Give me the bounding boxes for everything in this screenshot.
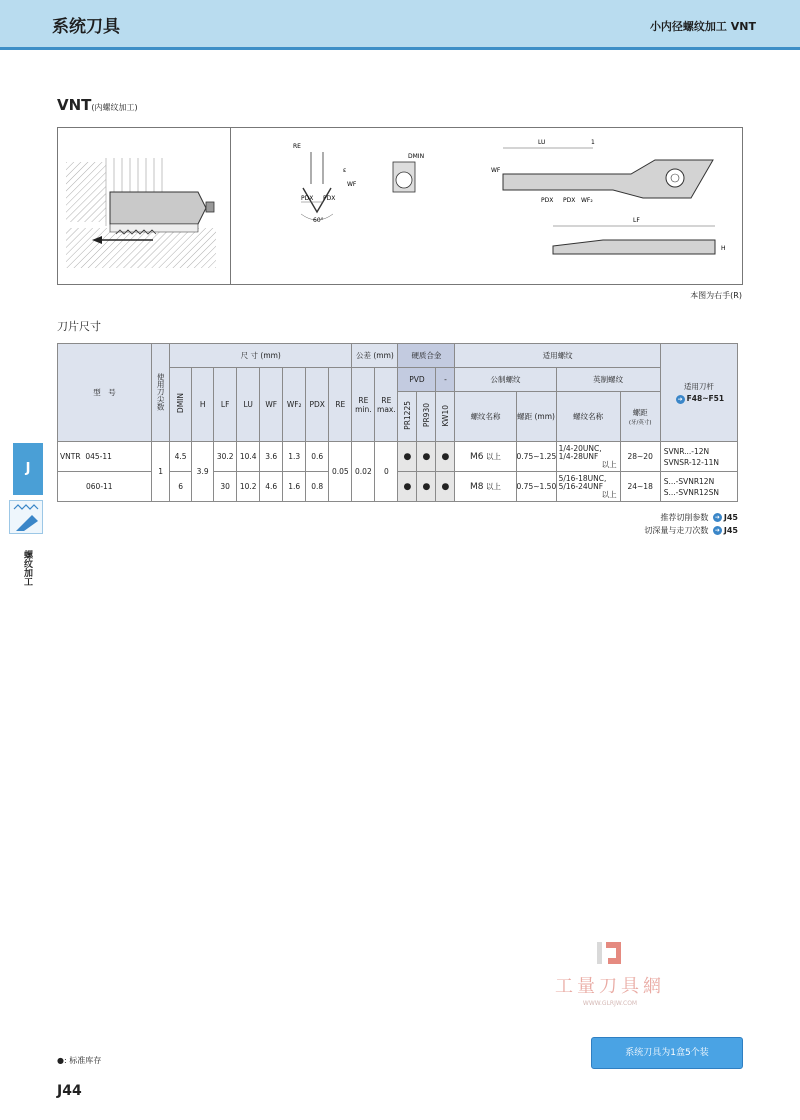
thread-form-diagram [283, 142, 433, 232]
label-pdx-right: PDX [323, 195, 336, 202]
page-number: J44 [57, 1083, 82, 1099]
table-title: 刀片尺寸 [57, 320, 101, 333]
th-carbide: 硬质合金 [398, 344, 455, 368]
th-re-min: RE min. [352, 368, 375, 442]
footnote: ●: 标准库存 [57, 1056, 102, 1065]
watermark-text: 工量刀具網 [555, 976, 665, 997]
th-metric-name: 螺纹名称 [455, 392, 516, 442]
diagram-note: 本图为右手(R) [690, 291, 742, 300]
label-lf: LF [633, 217, 640, 224]
arrow-circle-icon: ➜ [714, 514, 720, 521]
cell-dmin: 6 [170, 472, 192, 502]
th-holder-label: 适用刀杆 [683, 382, 714, 392]
section-title [57, 96, 138, 114]
th-pvd: PVD [398, 368, 436, 392]
th-model: 型 号 [58, 344, 152, 442]
th-metric: 公制螺纹 [455, 368, 556, 392]
cell-pitch: 0.75~1.50 [516, 472, 556, 502]
cell-holders: S...-SVNR12N S...-SVNR12SN [660, 472, 737, 502]
th-tol: 公差 (mm) [352, 344, 398, 368]
th-grade-pr930: PR930 [417, 392, 436, 442]
label-wf-top: WF [491, 167, 501, 174]
th-grade-pr1225: PR1225 [398, 392, 417, 442]
diagram-divider [230, 128, 231, 284]
cell-pdx: 0.8 [306, 472, 329, 502]
cell-lf: 30.2 [214, 442, 237, 472]
th-holder [660, 344, 737, 442]
th-re-max: RE max. [375, 368, 398, 442]
label-pdx-left: PDX [301, 195, 314, 202]
header-title: 系统刀具 [52, 17, 120, 37]
arrow-circle-icon: ➜ [677, 395, 683, 403]
watermark-url: WWW.GLRJW.COM [582, 1000, 638, 1007]
label-wf2: WF₂ [581, 197, 593, 204]
side-tab-label: 螺纹加工 [22, 550, 32, 586]
cell-stock-pr1225: ● [398, 472, 417, 502]
th-pdx: PDX [306, 368, 329, 442]
th-lu: LU [237, 368, 260, 442]
cell-lf: 30 [214, 472, 237, 502]
cell-stock-kw10: ● [436, 472, 455, 502]
label-one: 1 [591, 139, 595, 146]
insert-diagram [443, 136, 733, 276]
label-wf: WF [347, 181, 357, 188]
cell-pdx: 0.6 [306, 442, 329, 472]
cell-metric: M6 以上 [455, 442, 516, 472]
cell-tpi: 24~18 [620, 472, 660, 502]
holder-page-link[interactable]: ➜ F48~F51 [677, 394, 725, 404]
watermark-logo-icon [595, 940, 625, 966]
th-grade-kw10: KW10 [436, 392, 455, 442]
cell-lu: 10.2 [237, 472, 260, 502]
cell-re-max: 0 [375, 442, 398, 502]
label-dmin: DMIN [408, 153, 425, 160]
label-pdx-3: PDX [541, 197, 554, 204]
label-pdx-4: PDX [563, 197, 576, 204]
cell-dmin: 4.5 [170, 442, 192, 472]
insert-spec-table [57, 343, 738, 502]
pack-note-button[interactable]: 系统刀具为1盒5个装 [591, 1037, 743, 1069]
th-dmin: DMIN [170, 368, 192, 442]
table-row [58, 442, 738, 472]
threading-icon [9, 500, 43, 534]
cell-stock-kw10: ● [436, 442, 455, 472]
cell-model: 060-11 [58, 472, 152, 502]
th-re: RE [329, 368, 352, 442]
cell-lu: 10.4 [237, 442, 260, 472]
label-angle: 60° [313, 217, 324, 224]
th-corners: 使用刀尖数 [152, 344, 170, 442]
cell-metric: M8 以上 [455, 472, 516, 502]
th-metric-pitch: 螺距 (mm) [516, 392, 556, 442]
cell-wf2: 1.3 [283, 442, 306, 472]
cell-stock-pr1225: ● [398, 442, 417, 472]
cell-imperial: 1/4-20UNC, 1/4-28UNF 以上 [556, 442, 620, 472]
bore-illustration [58, 128, 230, 284]
cell-corners: 1 [152, 442, 170, 502]
cell-stock-pr930: ● [417, 472, 436, 502]
watermark [540, 940, 680, 1007]
label-re: RE [293, 143, 301, 150]
label-eps: ε [343, 167, 347, 174]
th-lf: LF [214, 368, 237, 442]
cell-holders: SVNR...-12N SVNSR-12-11N [660, 442, 737, 472]
th-thread: 适用螺纹 [455, 344, 660, 368]
side-tab-j[interactable]: J [13, 443, 43, 495]
cell-h: 3.9 [192, 442, 214, 502]
ref-cutting-params[interactable]: 推荐切削参数 ➜ J45 [660, 513, 738, 522]
cell-imperial: 5/16-18UNC, 5/16-24UNF 以上 [556, 472, 620, 502]
label-lu: LU [538, 139, 546, 146]
th-h: H [192, 368, 214, 442]
section-name-sub: (内螺纹加工) [91, 103, 138, 112]
cell-pitch: 0.75~1.25 [516, 442, 556, 472]
th-dims: 尺 寸 (mm) [170, 344, 352, 368]
page-references [644, 511, 738, 537]
cell-wf2: 1.6 [283, 472, 306, 502]
cell-tpi: 28~20 [620, 442, 660, 472]
th-wf2: WF₂ [283, 368, 306, 442]
header-subtitle: 小内径螺纹加工 VNT [649, 20, 756, 33]
page-header [0, 0, 800, 50]
cell-re-min: 0.02 [352, 442, 375, 502]
cell-wf: 3.6 [260, 442, 283, 472]
th-imperial-name: 螺纹名称 [556, 392, 620, 442]
th-imperial-pitch: 螺距 (牙/英寸) [620, 392, 660, 442]
ref-depth-passes[interactable]: 切深量与走刀次数 ➜ J45 [644, 526, 738, 535]
cell-model: VNTR 045-11 [58, 442, 152, 472]
section-name: VNT [57, 96, 92, 114]
th-dash: - [436, 368, 455, 392]
th-wf: WF [260, 368, 283, 442]
arrow-circle-icon: ➜ [714, 527, 720, 534]
th-imperial: 英制螺纹 [556, 368, 660, 392]
cell-wf: 4.6 [260, 472, 283, 502]
diagram-box [57, 127, 743, 285]
label-h: H [721, 245, 726, 252]
cell-re: 0.05 [329, 442, 352, 502]
cell-stock-pr930: ● [417, 442, 436, 472]
